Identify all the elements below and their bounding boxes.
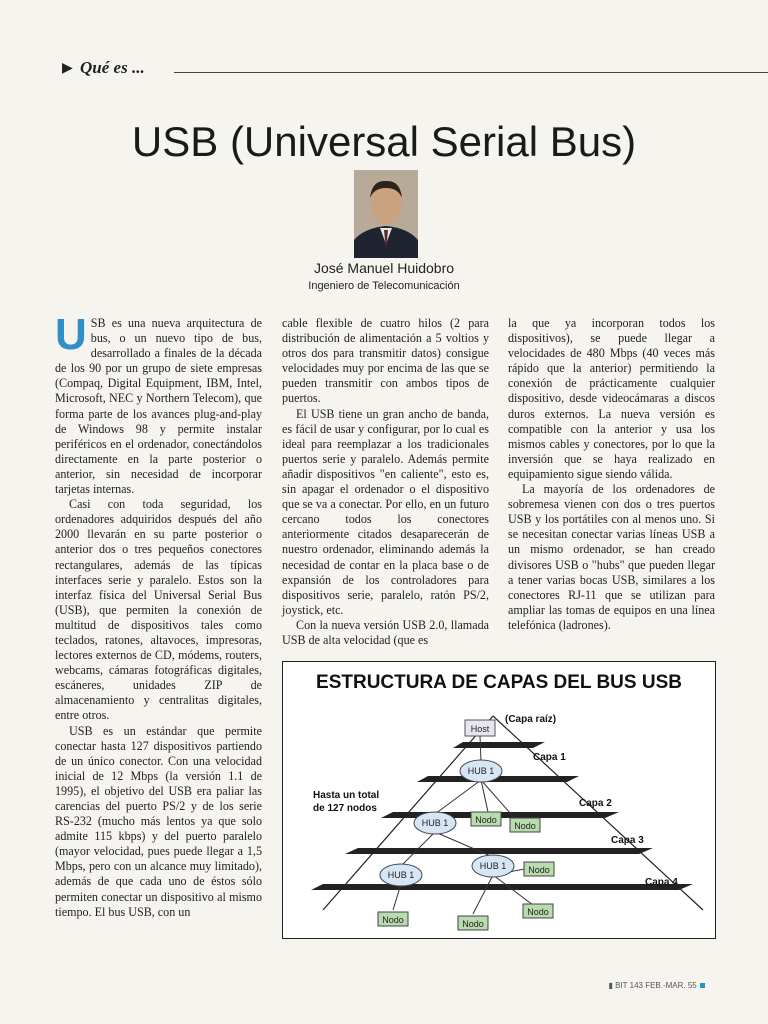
page-footer <box>608 981 706 990</box>
play-arrow-icon: ▶ <box>62 61 73 76</box>
node-label: Nodo <box>475 815 497 825</box>
paragraph: USB es un estándar que permite conectar hasta 127 dispositivos partiendo de un único conector. Con una velocidad inicial de 12 Mbps (la versión 1.1 de 1995), el objetivo del USB era paliar las carencias del puerto PS/2 y de los serie RS-232 (mucho más lentos ya que solo admite 115 kbps) y del puerto paralelo (mayor velocidad, pues puede llegar a 1,5 Mbps, pero con un alcance muy limitado), además de que cada uno de éstos sólo permiten conectar un dispositivo al mismo tiempo. El bus USB, con un <box>55 723 262 919</box>
layer-platform-4 <box>345 848 653 854</box>
author-photo <box>354 170 418 258</box>
article-title: USB (Universal Serial Bus) <box>131 118 637 165</box>
layer-label-2: Capa 2 <box>579 798 612 809</box>
hub-label: HUB 1 <box>479 861 507 871</box>
paragraph: cable flexible de cuatro hilos (2 para distribución de alimentación a 5 voltios y otros dos para transmitir datos) consigue velocidades muy por encima de las que se pueden transmitir con ambos tipos de puertos. <box>282 316 489 406</box>
layer-label-3: Capa 3 <box>611 835 644 846</box>
header-rule <box>174 72 768 73</box>
section-label: Qué es ... <box>80 58 145 77</box>
drop-cap: U <box>55 310 87 359</box>
node-label: Nodo <box>514 821 536 831</box>
paragraph: la que ya incorporan todos los dispositivos), se puede llegar a velocidades de 480 Mbps (40 veces más rápido que la anterior) permitiendo la conexión de prácticamente cualquier dispositivo, desde videocámaras a discos duros externos. La nueva versión es compatible con la anterior y usa los mismos cables y conectores, por lo que la inversión que se haya realizado en equipamiento sigue siendo válida. <box>508 316 715 481</box>
note-line-1: Hasta un total <box>313 790 380 801</box>
note-line-2: de 127 nodos <box>313 803 377 814</box>
author-name: José Manuel Huidobro <box>313 260 455 276</box>
author-role: Ingeniero de Telecomunicación <box>308 280 460 292</box>
usb-layer-diagram <box>282 661 716 939</box>
paragraph: El USB tiene un gran ancho de banda, es fácil de usar y configurar, por lo cual es ideal para reemplazar a los tradicionales puertos serie y paralelo. Además permite añadir dispositivos "en caliente", esto es, sin apagar el ordenador o el dispositivo que se va a conectar. Por ello, en un futuro cercano todos los conectores anteriormente citados desaparecerán de nuestro ordenador, eliminando además la necesidad de contar en la placa base o de expansión de los controladores para dispositivos serie, paralelo, ratón PS/2, joystick, etc. <box>282 406 489 617</box>
layer-label-1: Capa 1 <box>533 752 566 763</box>
layer-label-root: (Capa raíz) <box>505 714 557 725</box>
column-3 <box>508 316 715 633</box>
host-label: Host <box>470 724 490 734</box>
hub-label: HUB 1 <box>421 818 449 828</box>
footer-marker-icon: ▮ <box>608 981 613 990</box>
hub-label: HUB 1 <box>467 766 495 776</box>
footer-square-icon <box>700 983 705 988</box>
paragraph: USB es una nueva arquitectura de bus, o un nuevo tipo de bus, desarrollado a finales de la década de los 90 por un grupo de siete empresas (Compaq, Digital Equipment, IBM, Intel, Microsoft, NEC y Northern Telecom), que forma parte de los avances plug-and-play de Windows 98 y permite instalar periféricos en el ordenador, conectándolos directamente en la parte posterior o anterior, sin necesidad de incorporar tarjetas internas. <box>55 310 262 497</box>
section-header <box>62 58 768 80</box>
node-label: Nodo <box>462 919 484 929</box>
paragraph: Casi con toda seguridad, los ordenadores adquiridos después del año 2000 llevarán en su parte posterior o anterior dos o tres pequeños conectores rectangulares, además de las típicas interfaces serie y paralelo. Estos son la interfaz física del Universal Serial Bus (USB), que permiten la conexión de multitud de dispositivos tales como teclados, ratones, altavoces, impresoras, lectores externos de CD, módems, routers, webcams, cámaras fotográficas digitales, escáneres, unidades ZIP de almacenamiento y centralitas digitales, entre otros. <box>55 497 262 723</box>
layer-platform-5 <box>311 884 693 890</box>
node-label: Nodo <box>527 907 549 917</box>
footer-text: BIT 143 FEB.-MAR. 55 <box>615 981 697 990</box>
node-label: Nodo <box>382 915 404 925</box>
layer-platform-1 <box>453 742 545 748</box>
layer-label-4: Capa 4 <box>645 877 678 888</box>
hub-label: HUB 1 <box>387 870 415 880</box>
diagram-title: ESTRUCTURA DE CAPAS DEL BUS USB <box>316 672 682 693</box>
column-2 <box>282 316 489 648</box>
column-1 <box>55 310 262 920</box>
node-label: Nodo <box>528 865 550 875</box>
paragraph: Con la nueva versión USB 2.0, llamada USB de alta velocidad (que es <box>282 617 489 647</box>
paragraph: La mayoría de los ordenadores de sobremesa vienen con dos o tres puertos USB y los portátiles con al menos uno. Si se necesitan conectar varias líneas USB a un mismo ordenador, se han creado divisores USB o "hubs" que pueden llegar a tener varias bocas USB, similares a los conectores RJ-11 que se utilizan para ampliar las tomas de equipos en una línea telefónica (ladrones). <box>508 482 715 632</box>
